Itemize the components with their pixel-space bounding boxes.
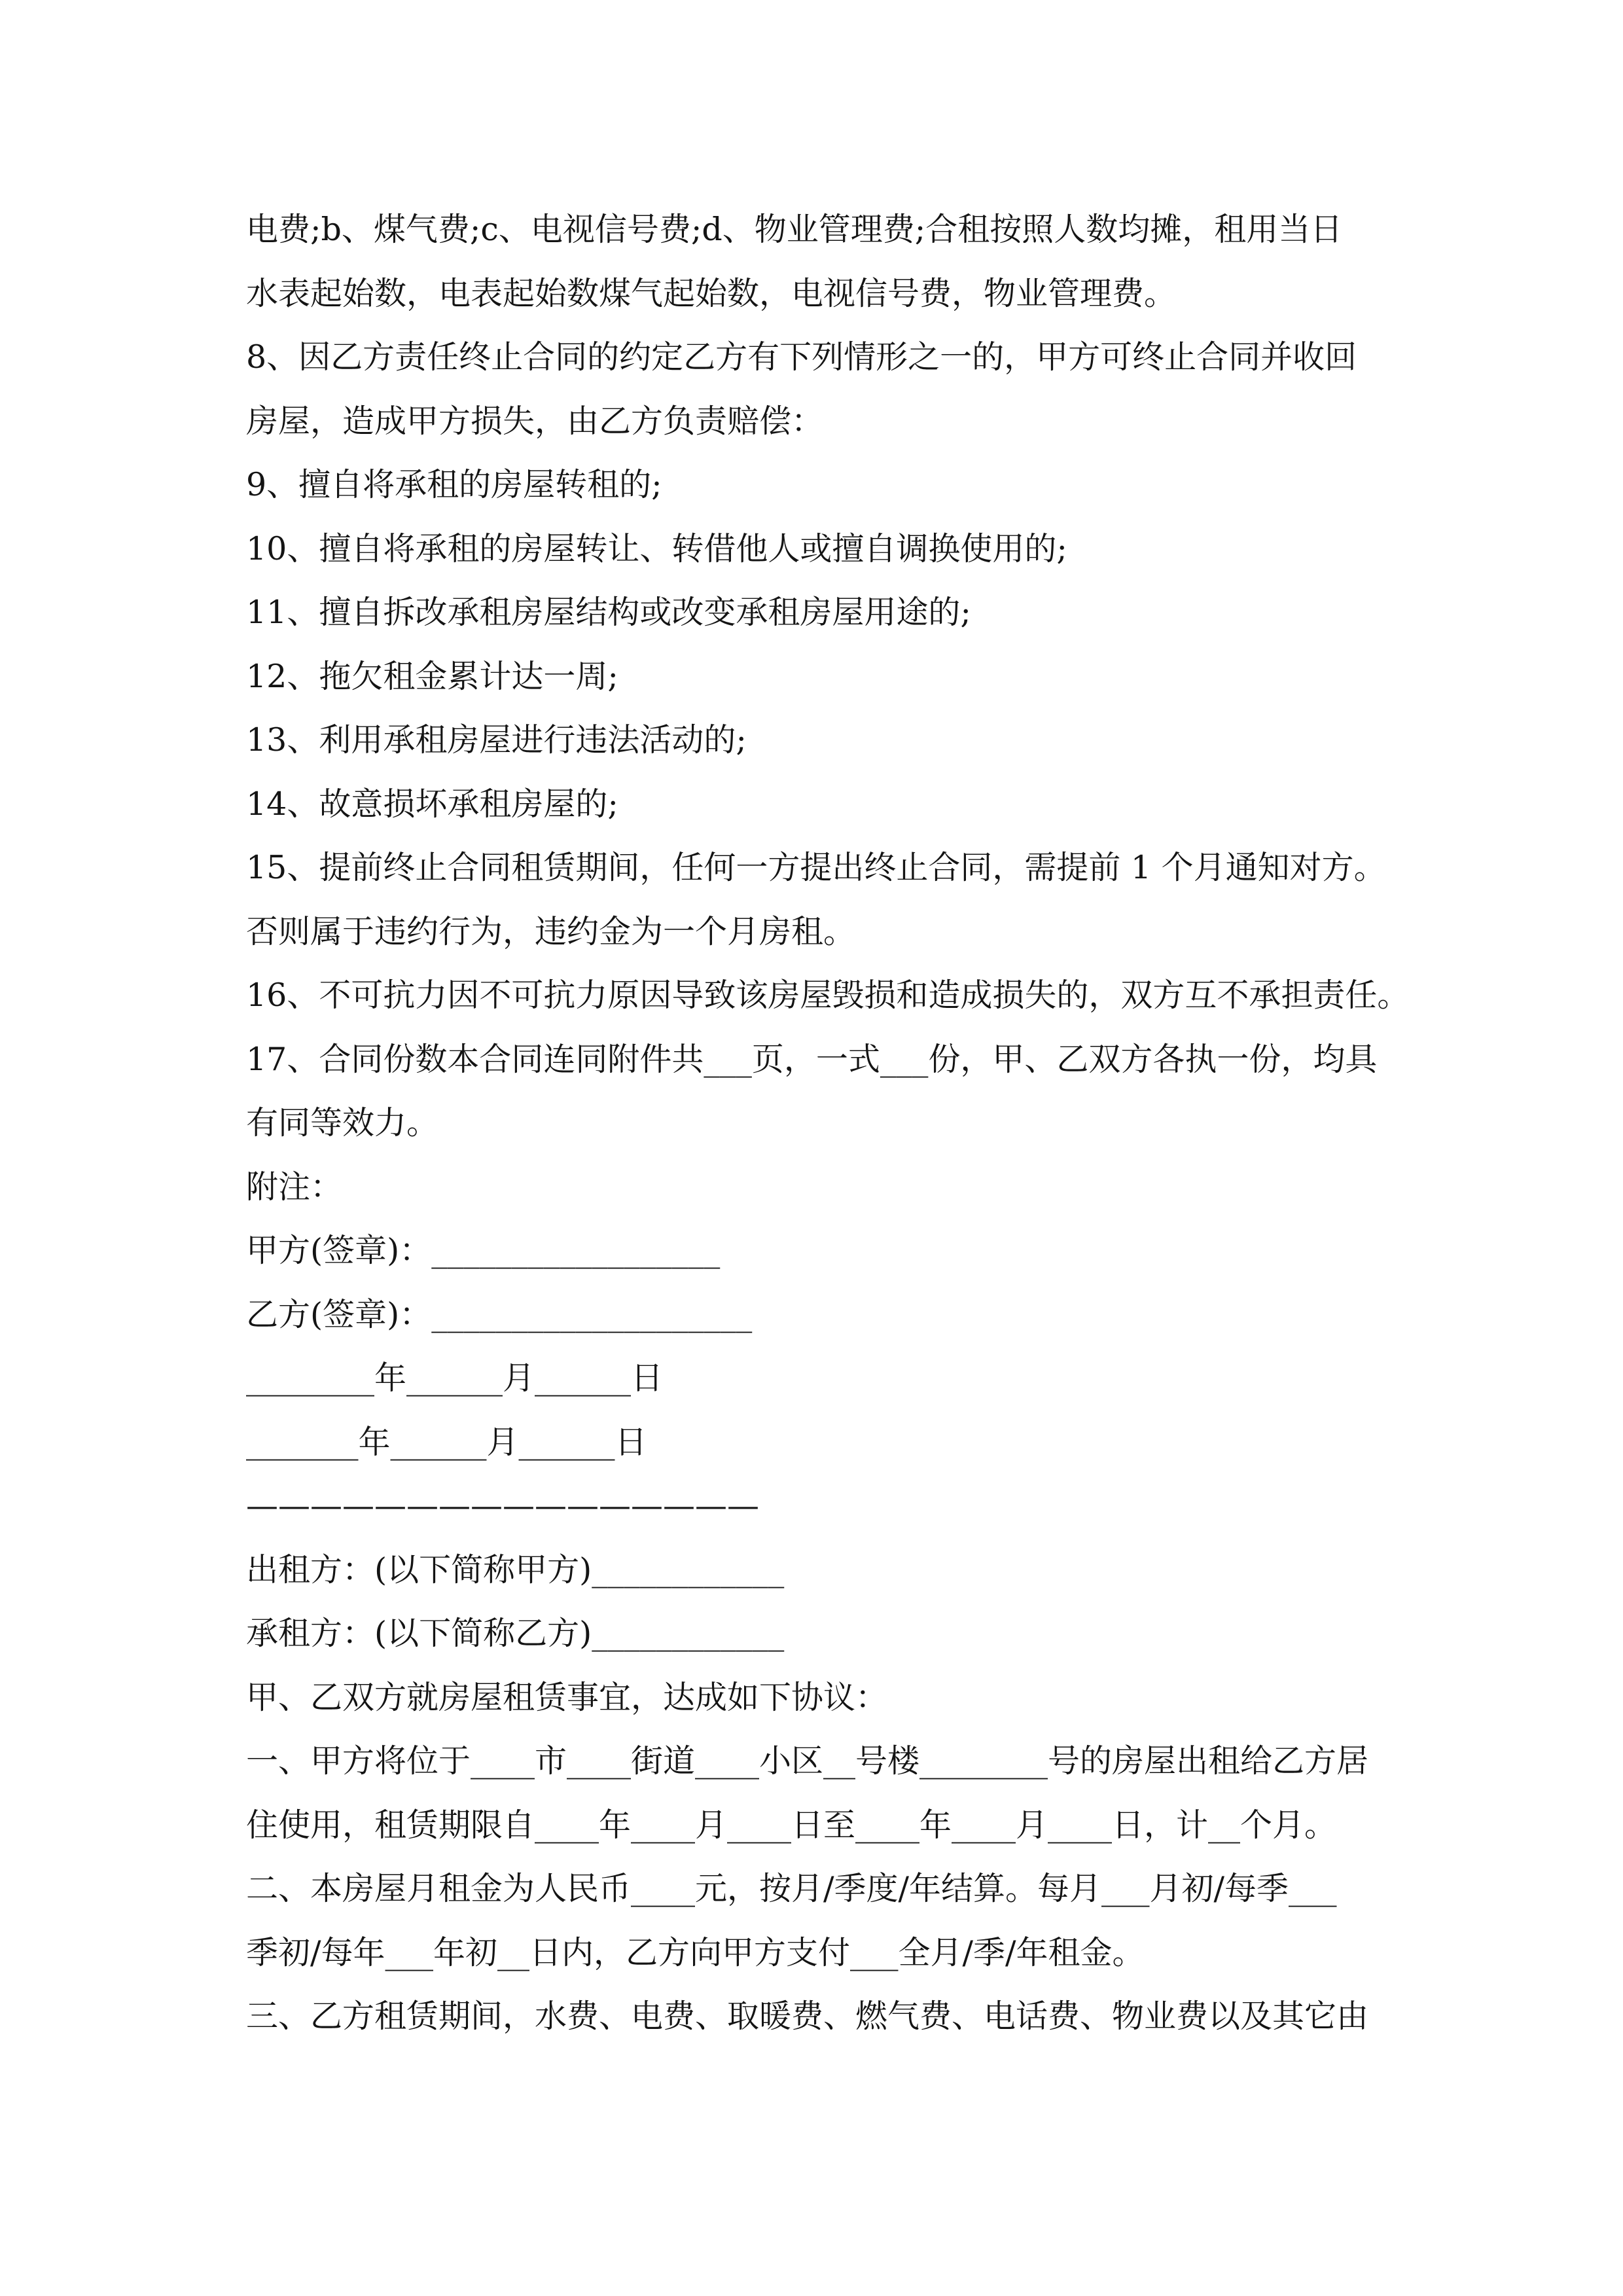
signature-date-line-1: ________年______月______日: [246, 1359, 663, 1397]
clause-13: 13、利用承租房屋进行违法活动的;: [246, 721, 747, 759]
clause-11: 11、擅自拆改承租房屋结构或改变承租房屋用途的;: [246, 594, 971, 631]
clause-3-line-1: 三、乙方租赁期间，水费、电费、取暖费、燃气费、电话费、物业费以及其它由: [246, 1998, 1369, 2035]
lessor-line: 出租方：(以下简称甲方)____________: [246, 1551, 785, 1588]
clause-14: 14、故意损坏承租房屋的;: [246, 785, 618, 823]
utilities-text-line-2: 水表起始数，电表起始数煤气起始数，电视信号费，物业管理费。: [246, 274, 1177, 312]
clause-12: 12、拖欠租金累计达一周;: [246, 657, 618, 695]
utilities-text-line-1: 电费;b、煤气费;c、电视信号费;d、物业管理费;合租按照人数均摊，租用当日: [246, 211, 1343, 248]
clause-1-line-2: 住使用，租赁期限自____年____月____日至____年____月____日，计__个月。: [246, 1806, 1337, 1844]
clause-1-line-1: 一、甲方将位于____市____街道____小区__号楼________号的房屋出租给乙方居: [246, 1742, 1369, 1780]
lessee-line: 承租方：(以下简称乙方)____________: [246, 1615, 785, 1652]
clause-8-line-2: 房屋，造成甲方损失，由乙方负责赔偿：: [246, 402, 824, 440]
party-a-signature-line: 甲方(签章)：__________________: [246, 1232, 721, 1269]
clause-15-line-1: 15、提前终止合同租赁期间，任何一方提出终止合同，需提前 1 个月通知对方。: [246, 849, 1386, 886]
clause-8-line-1: 8、因乙方责任终止合同的约定乙方有下列情形之一的，甲方可终止合同并收回: [246, 338, 1357, 376]
clause-2-line-2: 季初/每年___年初__日内，乙方向甲方支付___全月/季/年租金。: [246, 1933, 1145, 1971]
party-b-signature-line: 乙方(签章)：____________________: [246, 1295, 753, 1333]
clause-17-line-1: 17、合同份数本合同连同附件共___页，一式___份，甲、乙双方各执一份，均具: [246, 1040, 1378, 1078]
clause-17-line-2: 有同等效力。: [246, 1104, 439, 1141]
note-label: 附注：: [246, 1168, 343, 1206]
document-body: [246, 198, 1489, 2049]
clause-16: 16、不可抗力因不可抗力原因导致该房屋毁损和造成损失的，双方互不承担责任。: [246, 977, 1410, 1014]
clause-15-line-2: 否则属于违约行为，违约金为一个月房租。: [246, 912, 856, 950]
agreement-intro: 甲、乙双方就房屋租赁事宜，达成如下协议：: [246, 1678, 888, 1716]
signature-date-line-2: _______年______月______日: [246, 1423, 647, 1461]
clause-2-line-1: 二、本房屋月租金为人民币____元，按月/季度/年结算。每月___月初/每季___: [246, 1870, 1337, 1907]
clause-9: 9、擅自将承租的房屋转租的;: [246, 466, 662, 503]
section-separator: ————————————————: [246, 1487, 759, 1524]
clause-10: 10、擅自将承租的房屋转让、转借他人或擅自调换使用的;: [246, 529, 1067, 567]
